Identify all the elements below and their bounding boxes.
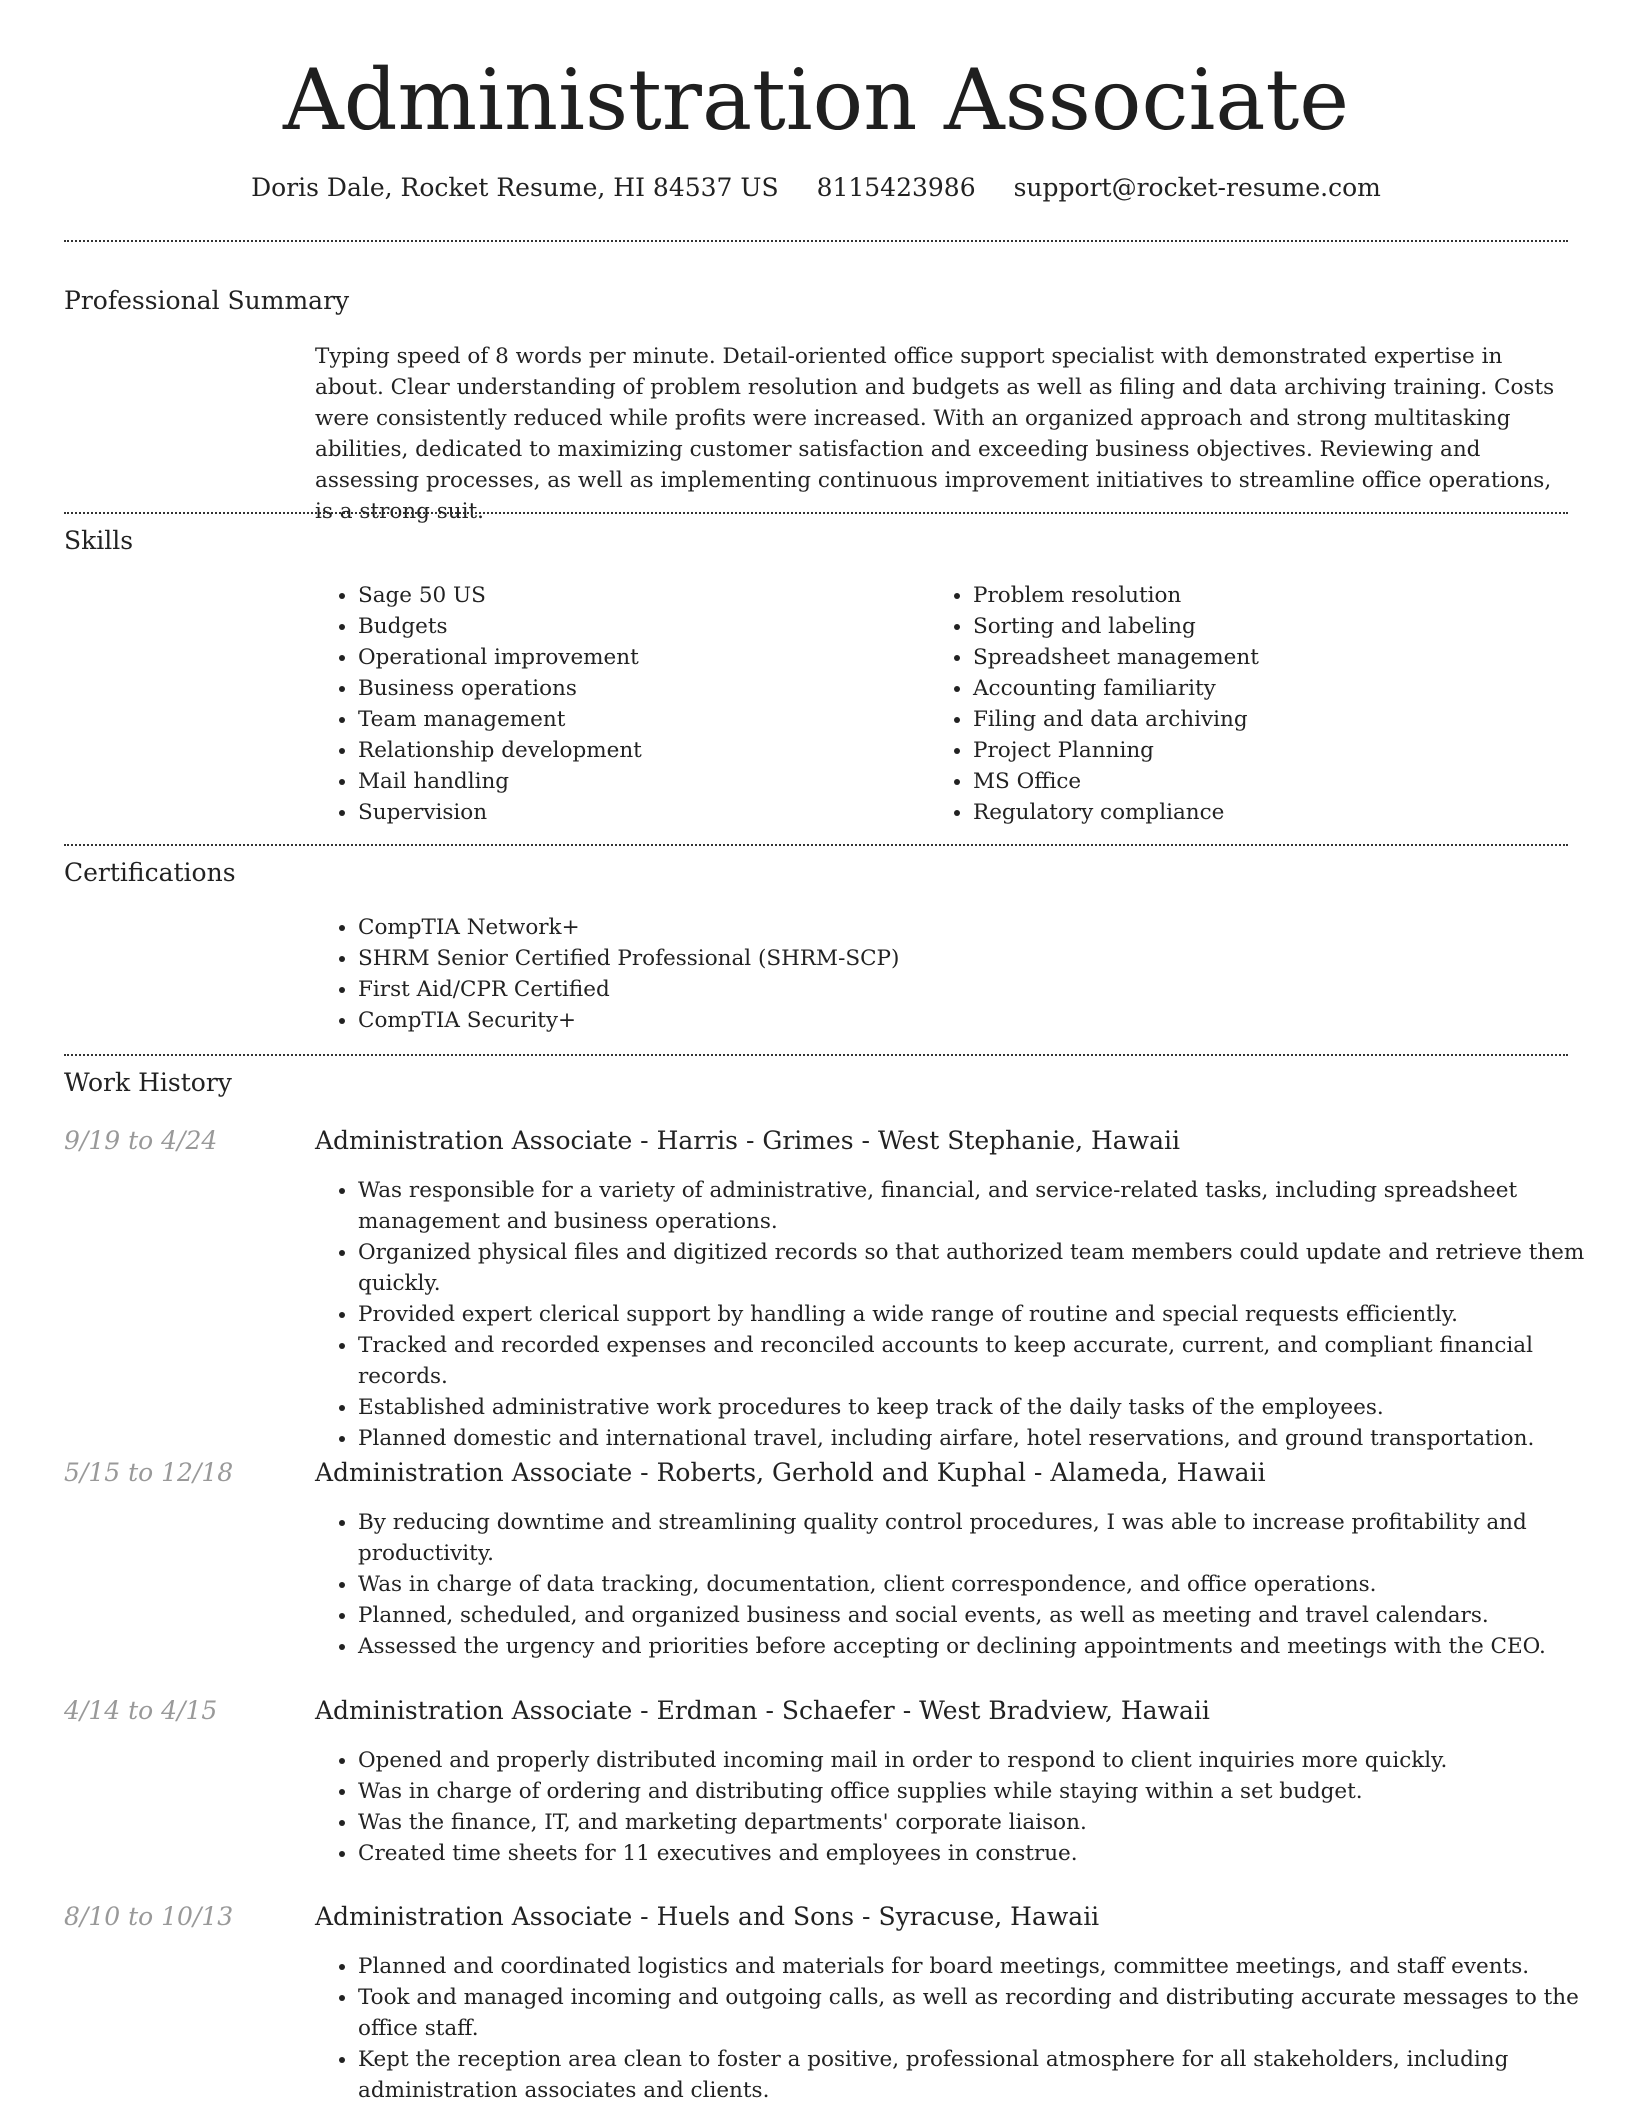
list-item: • Supervision <box>358 797 918 828</box>
list-item: • SHRM Senior Certified Professional (SHRM-SCP) <box>358 943 1558 974</box>
list-item: • Sorting and labeling <box>973 611 1573 642</box>
list-item: • Was responsible for a variety of administrative, financial, and service-related tasks, including spreadsheet management and business operations. <box>358 1175 1608 1237</box>
list-item: • Team management <box>358 704 918 735</box>
list-item: • Planned and coordinated logistics and materials for board meetings, committee meetings, and staff events. <box>358 1951 1608 1982</box>
list-item: • Project Planning <box>973 735 1573 766</box>
section-heading-work-history: Work History <box>64 1068 232 1097</box>
list-item: • Filing and data archiving <box>973 704 1573 735</box>
certifications-list <box>315 912 1558 1036</box>
list-item: • Kept the reception area clean to foster a positive, professional atmosphere for all stakeholders, including administration associates and clients. <box>358 2044 1608 2106</box>
list-item: • Planned, scheduled, and organized business and social events, as well as meeting and travel calendars. <box>358 1600 1608 1631</box>
list-item: • Was in charge of data tracking, documentation, client correspondence, and office operations. <box>358 1569 1608 1600</box>
job-title: Administration Associate - Erdman - Schaefer - West Bradview, Hawaii <box>315 1696 1210 1725</box>
list-item: • Tracked and recorded expenses and reconciled accounts to keep accurate, current, and compliant financial records. <box>358 1330 1608 1392</box>
list-item: • Business operations <box>358 673 918 704</box>
list-item: • Was the finance, IT, and marketing departments' corporate liaison. <box>358 1807 1608 1838</box>
list-item: • Provided expert clerical support by handling a wide range of routine and special requests efficiently. <box>358 1299 1608 1330</box>
list-item: • CompTIA Security+ <box>358 1005 1558 1036</box>
divider <box>64 240 1568 242</box>
list-item: • Established administrative work procedures to keep track of the daily tasks of the employees. <box>358 1392 1608 1423</box>
list-item: • MS Office <box>973 766 1573 797</box>
job-bullets <box>315 1951 1608 2106</box>
contact-phone: 8115423986 <box>816 173 976 202</box>
job-bullets <box>315 1745 1608 1869</box>
list-item: • Regulatory compliance <box>973 797 1573 828</box>
summary-text: Typing speed of 8 words per minute. Detail-oriented office support specialist with demonstrated expertise in about. Clear understanding of problem resolution and budgets as well as filing and data archiving training. Costs were consistently reduced while profits were increased. With an organized approach and strong multitasking abilities, dedicated to maximizing customer satisfaction and exceeding business objectives. Reviewing and assessing processes, as well as implementing continuous improvement initiatives to streamline office operations, is a strong suit. <box>315 344 1555 524</box>
contact-email[interactable]: support@rocket-resume.com <box>1013 173 1381 202</box>
job-dates: 5/15 to 12/18 <box>64 1458 234 1487</box>
list-item: • Operational improvement <box>358 642 918 673</box>
divider <box>64 844 1568 846</box>
job-bullets <box>315 1175 1608 1454</box>
list-item: • Sage 50 US <box>358 580 918 611</box>
list-item: • Created time sheets for 11 executives and employees in construe. <box>358 1838 1608 1869</box>
job-dates: 4/14 to 4/15 <box>64 1696 218 1725</box>
list-item: • Budgets <box>358 611 918 642</box>
list-item: • Opened and properly distributed incoming mail in order to respond to client inquiries more quickly. <box>358 1745 1608 1776</box>
list-item: • CompTIA Network+ <box>358 912 1558 943</box>
list-item: • Problem resolution <box>973 580 1573 611</box>
list-item: • Accounting familiarity <box>973 673 1573 704</box>
section-heading-certifications: Certifications <box>64 858 236 887</box>
list-item: • Organized physical files and digitized records so that authorized team members could update and retrieve them quickly. <box>358 1237 1608 1299</box>
section-heading-skills: Skills <box>64 526 134 555</box>
job-title: Administration Associate - Roberts, Gerhold and Kuphal - Alameda, Hawaii <box>315 1458 1266 1487</box>
contact-address: Doris Dale, Rocket Resume, HI 84537 US <box>251 173 779 202</box>
job-title: Administration Associate - Harris - Grimes - West Stephanie, Hawaii <box>315 1126 1180 1155</box>
divider <box>64 512 1568 514</box>
list-item: • Planned domestic and international travel, including airfare, hotel reservations, and ground transportation. <box>358 1423 1608 1454</box>
divider <box>64 1054 1568 1056</box>
list-item: • Was in charge of ordering and distributing office supplies while staying within a set budget. <box>358 1776 1608 1807</box>
list-item: • First Aid/CPR Certified <box>358 974 1558 1005</box>
list-item: • Took and managed incoming and outgoing calls, as well as recording and distributing accurate messages to the office staff. <box>358 1982 1608 2044</box>
resume-title: Administration Associate <box>283 51 1349 149</box>
contact-line <box>0 170 1632 206</box>
list-item: • Mail handling <box>358 766 918 797</box>
skills-list-left <box>315 580 918 828</box>
list-item: • Spreadsheet management <box>973 642 1573 673</box>
list-item: • By reducing downtime and streamlining quality control procedures, I was able to increase profitability and productivity. <box>358 1507 1608 1569</box>
job-dates: 8/10 to 10/13 <box>64 1902 234 1931</box>
list-item: • Relationship development <box>358 735 918 766</box>
list-item: • Assessed the urgency and priorities before accepting or declining appointments and meetings with the CEO. <box>358 1631 1608 1662</box>
job-bullets <box>315 1507 1608 1662</box>
skills-list-right <box>930 580 1573 828</box>
job-dates: 9/19 to 4/24 <box>64 1126 218 1155</box>
job-title: Administration Associate - Huels and Sons - Syracuse, Hawaii <box>315 1902 1100 1931</box>
section-heading-summary: Professional Summary <box>64 286 350 315</box>
